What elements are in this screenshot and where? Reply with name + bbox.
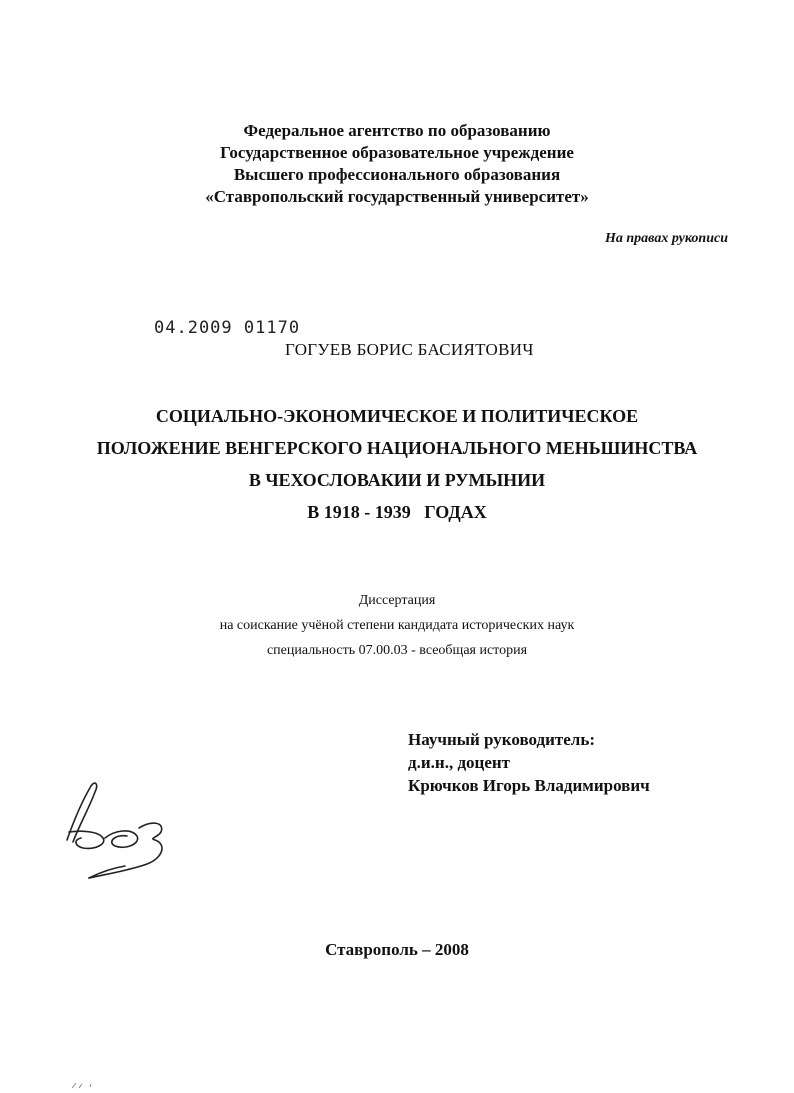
advisor-name: Крючков Игорь Владимирович <box>408 776 650 795</box>
header-line-agency: Федеральное агентство по образованию <box>243 121 551 140</box>
title-line-4: В 1918 - 1939 ГОДАХ <box>307 502 487 522</box>
degree-sought: на соискание учёной степени кандидата исторических наук <box>219 618 575 633</box>
handwritten-signature <box>55 768 185 888</box>
specialty: специальность 07.00.03 - всеобщая история <box>266 643 528 658</box>
institution-header <box>0 120 794 208</box>
scan-artifact <box>70 1080 110 1090</box>
manuscript-note: На правах рукописи <box>605 231 728 246</box>
dissertation-info <box>0 588 794 663</box>
dissertation-title <box>0 400 794 528</box>
header-line-institution-type: Государственное образовательное учреждение <box>220 143 574 162</box>
title-line-1: СОЦИАЛЬНО-ЭКОНОМИЧЕСКОЕ И ПОЛИТИЧЕСКОЕ <box>155 406 639 426</box>
header-line-university: «Ставропольский государственный университет» <box>205 187 589 206</box>
title-line-3: В ЧЕХОСЛОВАКИИ И РУМЫНИИ <box>248 470 546 490</box>
scientific-advisor <box>408 728 650 797</box>
header-line-education-level: Высшего профессионального образования <box>233 165 561 184</box>
advisor-label: Научный руководитель: <box>408 730 595 749</box>
author-name: ГОГУЕВ БОРИС БАСИЯТОВИЧ <box>285 340 534 359</box>
city-year: Ставрополь – 2008 <box>325 940 469 959</box>
title-line-2: ПОЛОЖЕНИЕ ВЕНГЕРСКОГО НАЦИОНАЛЬНОГО МЕНЬШИНСТВА <box>96 438 698 458</box>
registry-stamp-number: 04.2009 01170 <box>154 318 301 338</box>
dissertation-type: Диссертация <box>358 593 436 608</box>
advisor-degree: д.и.н., доцент <box>408 753 511 772</box>
